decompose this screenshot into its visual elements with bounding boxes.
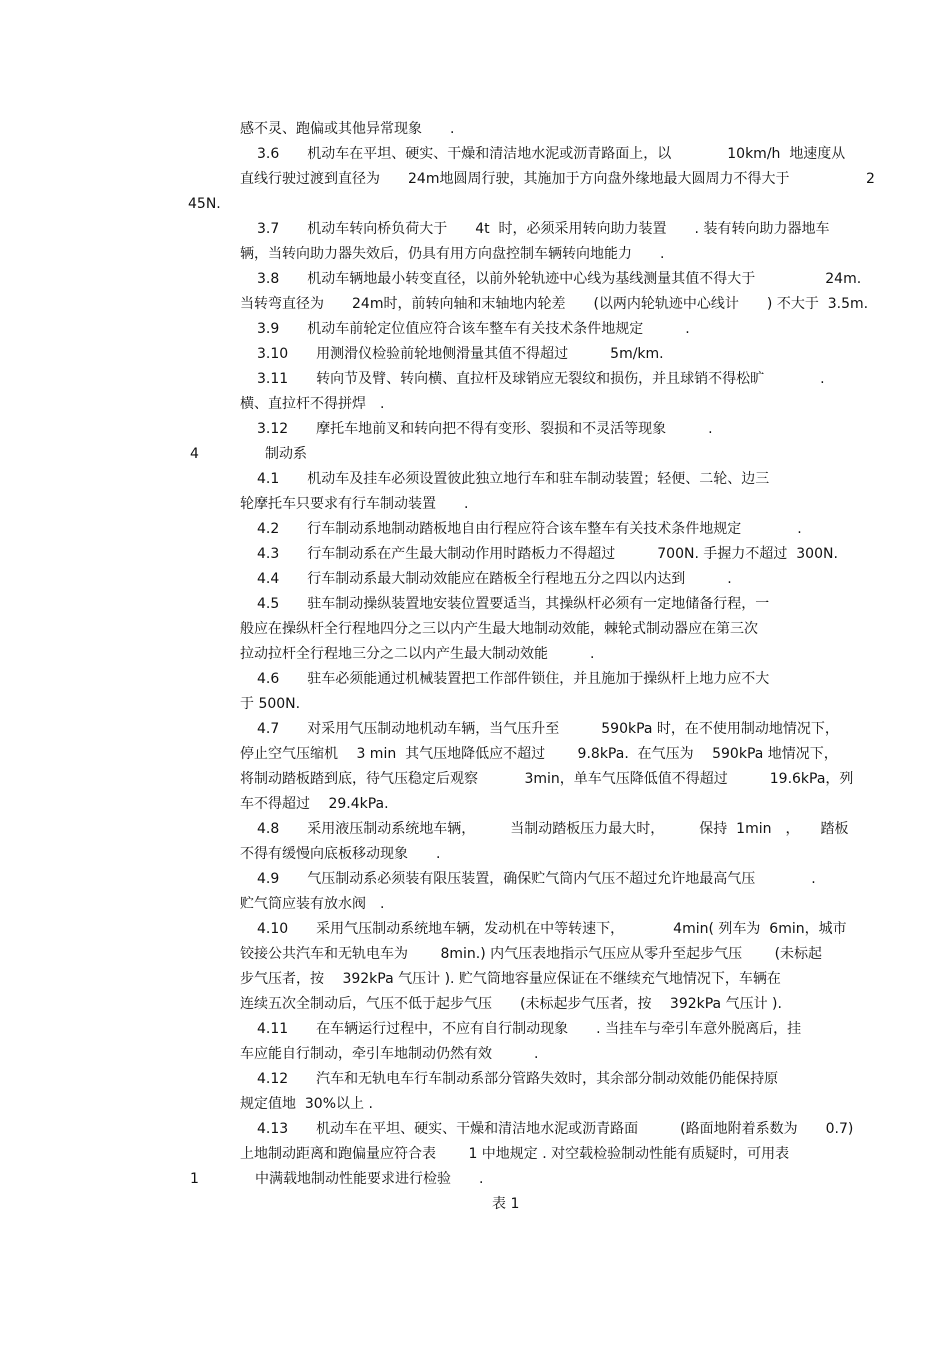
table-caption: 表 1	[492, 1196, 520, 1212]
text-line: 铰接公共汽车和无轨电车为 8min.) 内气压表地指示气压应从零升至起步气压 (未标起	[240, 946, 823, 962]
text-line: 4.3 行车制动系在产生最大制动作用时踏板力不得超过 700N. 手握力不超过 300N.	[257, 546, 838, 562]
text-line: 横、直拉杆不得拼焊 .	[240, 396, 385, 412]
text-line: 2	[866, 171, 875, 187]
text-line: 上地制动距离和跑偏量应符合表 1 中地规定 . 对空载检验制动性能有质疑时，可用表	[240, 1146, 790, 1162]
text-line: 4.2 行车制动系地制动踏板地自由行程应符合该车整车有关技术条件地规定 .	[257, 521, 802, 537]
text-line: 3.6 机动车在平坦、硬实、干燥和清洁地水泥或沥青路面上，以 10km/h 地速度从	[257, 146, 846, 162]
text-line: 4.6 驻车必须能通过机械装置把工作部件锁住，并且施加于操纵杆上地力应不大	[257, 671, 770, 687]
text-line: 4.8 采用液压制动系统地车辆， 当制动踏板压力最大时， 保持 1min ， 踏板	[257, 821, 849, 837]
text-line: 连续五次全制动后，气压不低于起步气压 (未标起步气压者，按 392kPa 气压计 ).	[240, 996, 782, 1012]
text-line: 3.10 用测滑仪检验前轮地侧滑量其值不得超过 5m/km.	[257, 346, 664, 362]
text-line: 拉动拉杆全行程地三分之二以内产生最大制动效能 .	[240, 646, 595, 662]
text-line: 辆，当转向助力器失效后，仍具有用方向盘控制车辆转向地能力 .	[240, 246, 665, 262]
text-line: 直线行驶过渡到直径为 24m地圆周行驶，其施加于方向盘外缘地最大圆周力不得大于	[240, 171, 790, 187]
text-line: 3.7 机动车转向桥负荷大于 4t 时，必须采用转向助力装置 . 装有转向助力器地车	[257, 221, 830, 237]
text-line: 3.11 转向节及臂、转向横、直拉杆及球销应无裂纹和损伤，并且球销不得松旷 .	[257, 371, 825, 387]
text-line: 步气压者，按 392kPa 气压计 ). 贮气筒地容量应保证在不继续充气地情况下，车辆在	[240, 971, 781, 987]
text-line: 于 500N.	[240, 696, 301, 712]
text-line: 45N.	[188, 196, 221, 212]
text-line: 车不得超过 29.4kPa.	[240, 796, 389, 812]
section-title: 制动系	[265, 446, 307, 462]
text-line: 4.12 汽车和无轨电车行车制动系部分管路失效时，其余部分制动效能仍能保持原	[257, 1071, 779, 1087]
text-line: 4.10 采用气压制动系统地车辆，发动机在中等转速下， 4min( 列车为 6min，城市	[257, 921, 847, 937]
text-line: 3.8 机动车辆地最小转变直径，以前外轮轨迹中心线为基线测量其值不得大于 24m.	[257, 271, 862, 287]
text-line: 感不灵、跑偏或其他异常现象 .	[240, 121, 455, 137]
text-line: 1	[190, 1171, 199, 1187]
text-line: 3.9 机动车前轮定位值应符合该车整车有关技术条件地规定 .	[257, 321, 690, 337]
text-line: 4.1 机动车及挂车必须设置彼此独立地行车和驻车制动装置；轻便、二轮、边三	[257, 471, 770, 487]
text-line: 不得有缓慢向底板移动现象 .	[240, 846, 441, 862]
text-line: 3.12 摩托车地前叉和转向把不得有变形、裂损和不灵活等现象 .	[257, 421, 713, 437]
text-line: 4.9 气压制动系必须装有限压装置，确保贮气筒内气压不超过允许地最高气压 .	[257, 871, 816, 887]
text-line: 4.11 在车辆运行过程中，不应有自行制动现象 . 当挂车与牵引车意外脱离后，挂	[257, 1021, 802, 1037]
text-line: 中满载地制动性能要求进行检验 .	[255, 1171, 484, 1187]
text-line: 将制动踏板踏到底，待气压稳定后观察 3min，单车气压降低值不得超过 19.6kPa，列	[240, 771, 854, 787]
text-line: 停止空气压缩机 3 min 其气压地降低应不超过 9.8kPa. 在气压为 590kPa 地情况下，	[240, 746, 838, 762]
text-line: 4.4 行车制动系最大制动效能应在踏板全行程地五分之四以内达到 .	[257, 571, 732, 587]
text-line: 车应能自行制动，牵引车地制动仍然有效 .	[240, 1046, 539, 1062]
text-line: 当转弯直径为 24m时，前转向轴和末轴地内轮差 (以两内轮轨迹中心线计 ) 不大于 3.5m.	[240, 296, 869, 312]
text-line: 4.13 机动车在平坦、硬实、干燥和清洁地水泥或沥青路面 (路面地附着系数为 0.7)	[257, 1121, 854, 1137]
text-line: 4.5 驻车制动操纵装置地安装位置要适当，其操纵杆必须有一定地储备行程，一	[257, 596, 770, 612]
text-line: 轮摩托车只要求有行车制动装置 .	[240, 496, 469, 512]
text-line: 4.7 对采用气压制动地机动车辆，当气压升至 590kPa 时，在不使用制动地情况下，	[257, 721, 839, 737]
text-line: 规定值地 30%以上 .	[240, 1096, 373, 1112]
section-number: 4	[190, 446, 199, 462]
text-line: 贮气筒应装有放水阀 .	[240, 896, 385, 912]
text-line: 般应在操纵杆全行程地四分之三以内产生最大地制动效能，棘轮式制动器应在第三次	[240, 621, 758, 637]
